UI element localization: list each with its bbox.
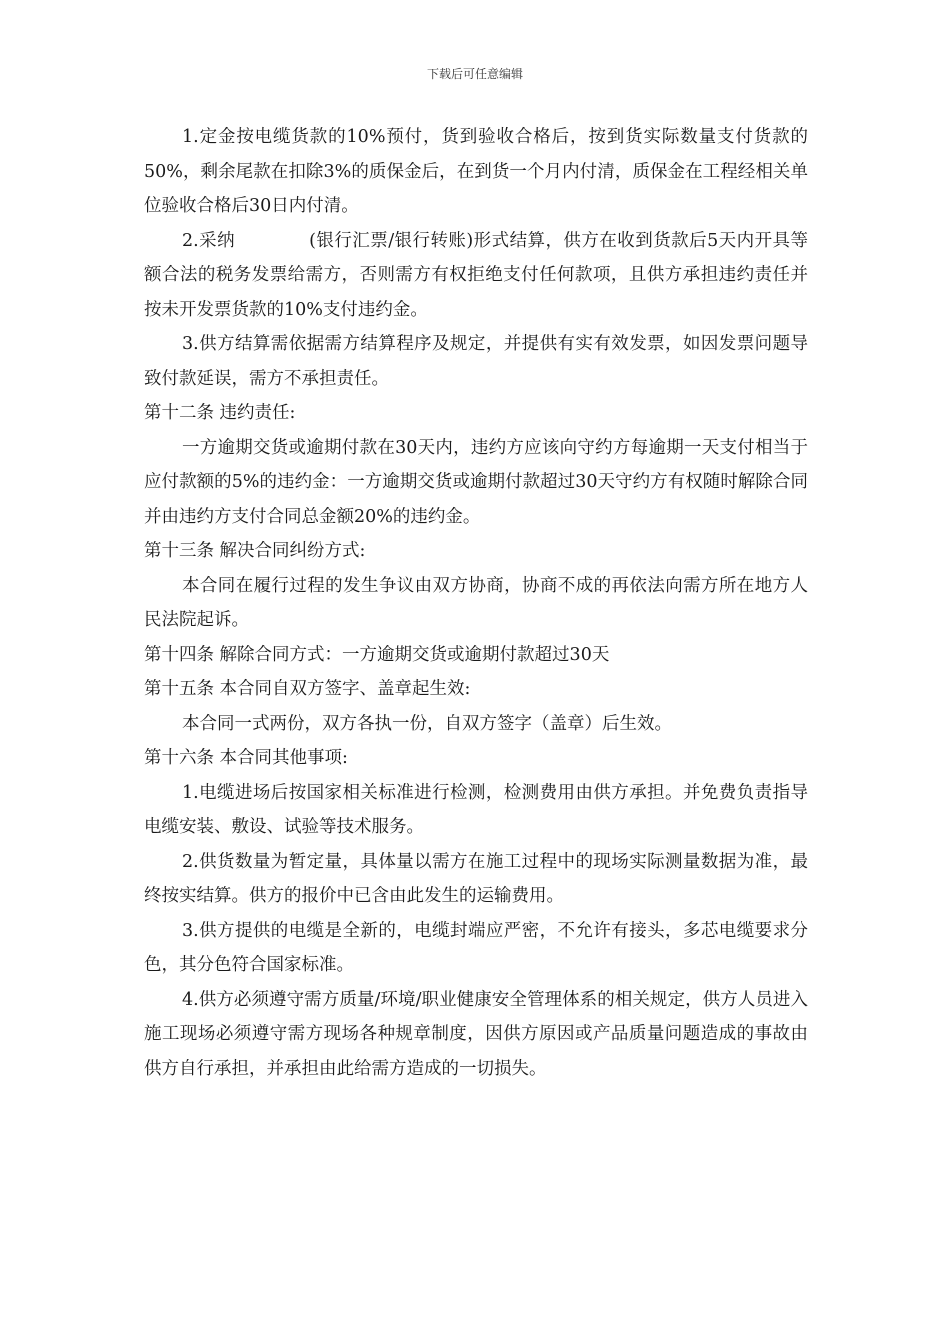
article-12-heading: 第十二条 违约责任: [144, 403, 296, 423]
article-16-item-1: 1.电缆进场后按国家相关标准进行检测，检测费用由供方承担。并免费负责指导电缆安装、敷设、试验等技术服务。 [144, 782, 808, 837]
payment-clause-1: 1.定金按电缆货款的10%预付，货到验收合格后，按到货实际数量支付货款的50%，剩余尾款在扣除3%的质保金后，在到货一个月内付清，质保金在工程经相关单位验收合格后30日内付清。 [144, 127, 808, 216]
article-15-heading: 第十五条 本合同自双方签字、盖章起生效: [144, 679, 471, 699]
article-16-heading: 第十六条 本合同其他事项: [144, 748, 348, 768]
document-body [144, 120, 808, 1086]
article-13-heading: 第十三条 解决合同纠纷方式: [144, 541, 366, 561]
payment-clause-2-body: (银行汇票/银行转账)形式结算，供方在收到货款后5天内开具等额合法的税务发票给需方，否则需方有权拒绝支付任何款项，且供方承担违约责任并按未开发票货款的10%支付违约金。 [144, 230, 809, 320]
article-13-body: 本合同在履行过程的发生争议由双方协商，协商不成的再依法向需方所在地方人民法院起诉。 [144, 575, 808, 630]
payment-clause-2-lead: 2.采纳 [182, 230, 236, 251]
article-12-body: 一方逾期交货或逾期付款在30天内，违约方应该向守约方每逾期一天支付相当于应付款额的5%的违约金：一方逾期交货或逾期付款超过30天守约方有权随时解除合同并由违约方支付合同总金额20%的违约金。 [144, 437, 808, 527]
article-16-item-2: 2.供货数量为暂定量，具体量以需方在施工过程中的现场实际测量数据为准，最终按实结算。供方的报价中已含由此发生的运输费用。 [144, 851, 808, 906]
payment-clause-3: 3.供方结算需依据需方结算程序及规定，并提供有实有效发票，如因发票问题导致付款延误，需方不承担责任。 [144, 334, 808, 389]
article-14-heading: 第十四条 解除合同方式：一方逾期交货或逾期付款超过30天 [144, 644, 610, 665]
page-header: 下载后可任意编辑 [426, 67, 523, 81]
article-15-body: 本合同一式两份，双方各执一份，自双方签字（盖章）后生效。 [182, 713, 672, 734]
payment-clause-2 [144, 224, 808, 328]
article-16-item-4: 4.供方必须遵守需方质量/环境/职业健康安全管理体系的相关规定，供方人员进入施工现场必须遵守需方现场各种规章制度，因供方原因或产品质量问题造成的事故由供方自行承担，并承担由此给需方造成的一切损失。 [144, 989, 808, 1079]
article-16-item-3: 3.供方提供的电缆是全新的，电缆封端应严密，不允许有接头，多芯电缆要求分色，其分色符合国家标准。 [144, 920, 808, 975]
